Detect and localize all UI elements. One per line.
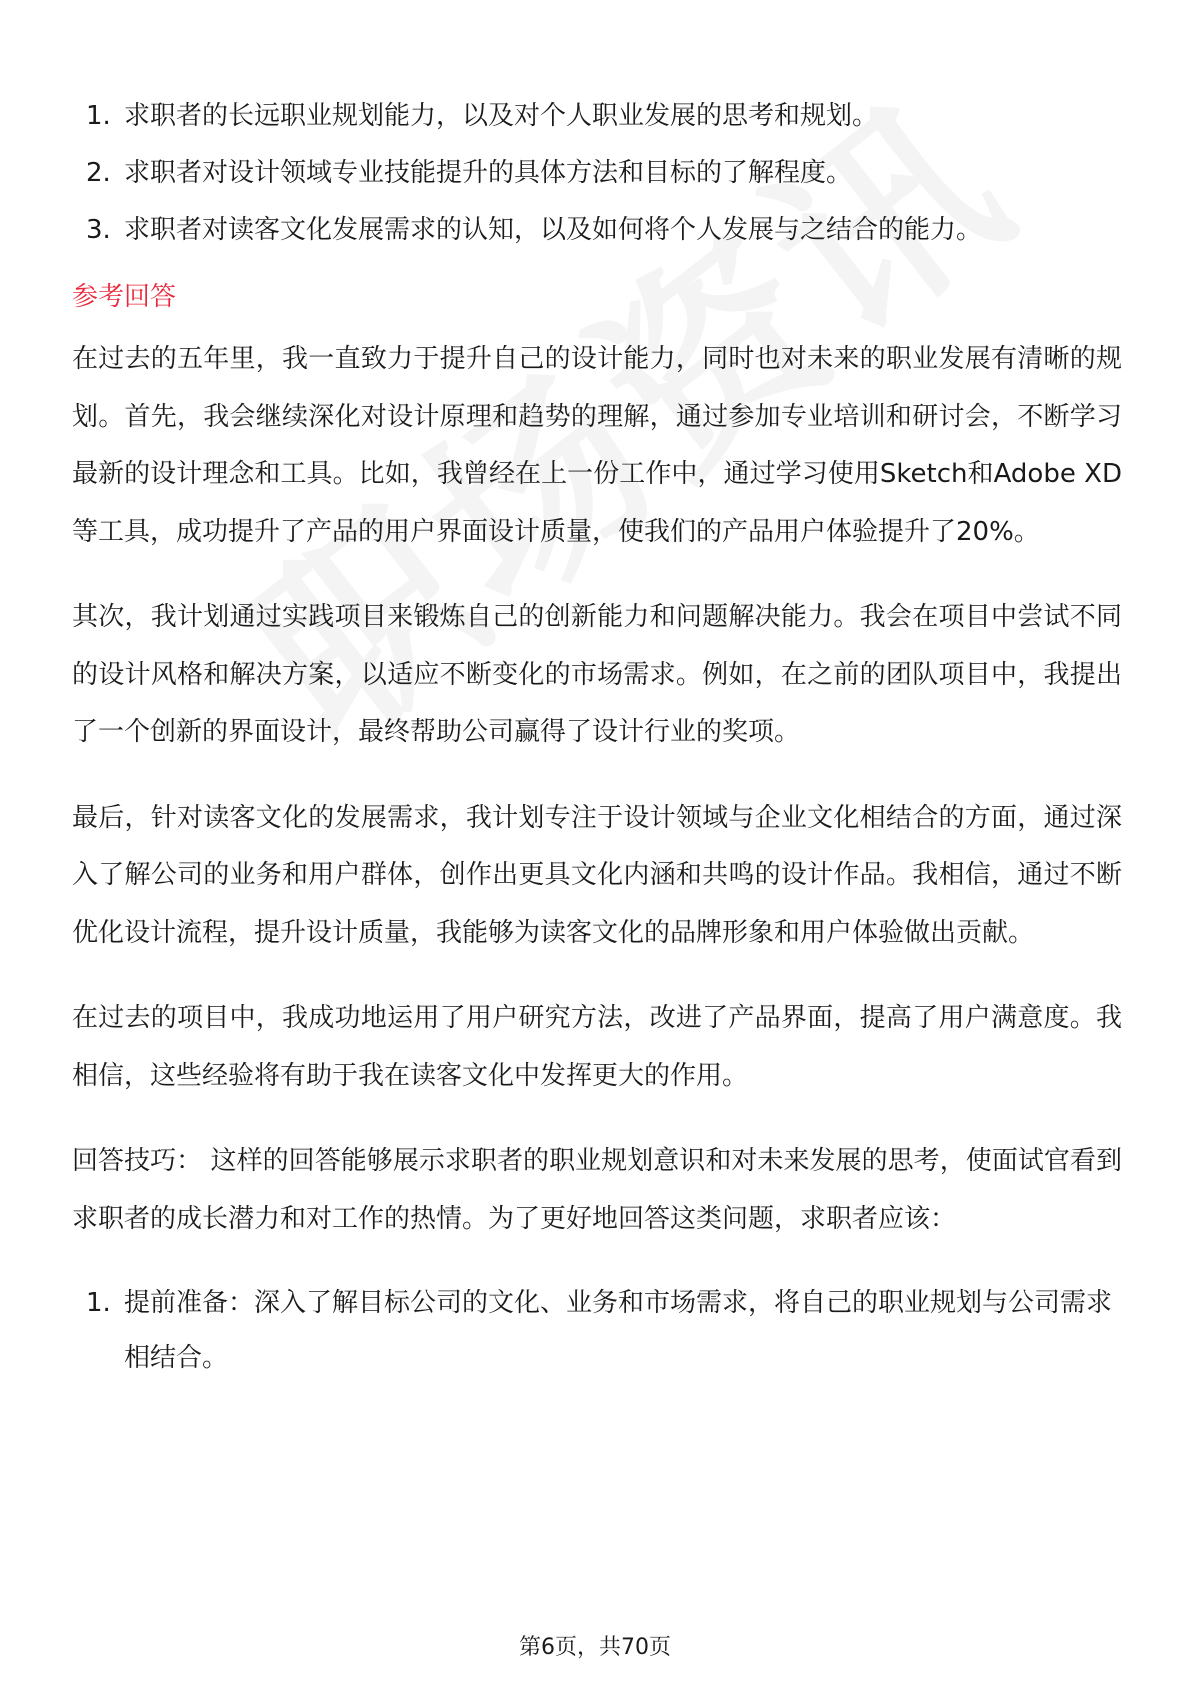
intro-list (72, 88, 1122, 259)
section-heading: 参考回答 (72, 282, 177, 312)
list-number: 2. (86, 158, 111, 188)
list-item (72, 145, 1122, 202)
tips-paragraph: 回答技巧： 这样的回答能够展示求职者的职业规划意识和对未来发展的思考，使面试官看到求职者的成长潜力和对工作的热情。为了更好地回答这类问题，求职者应该： (72, 1146, 1122, 1234)
list-item-text: 提前准备：深入了解目标公司的文化、业务和市场需求，将自己的职业规划与公司需求相结合。 (124, 1288, 1113, 1373)
list-number: 1. (86, 101, 111, 131)
answer-paragraph: 最后，针对读客文化的发展需求，我计划专注于设计领域与企业文化相结合的方面，通过深入了解公司的业务和用户群体，创作出更具文化内涵和共鸣的设计作品。我相信，通过不断优化设计流程，提升设计质量，我能够为读客文化的品牌形象和用户体验做出贡献。 (72, 802, 1122, 948)
page-content (72, 88, 1122, 1386)
answer-paragraph: 在过去的五年里，我一直致力于提升自己的设计能力，同时也对未来的职业发展有清晰的规划。首先，我会继续深化对设计原理和趋势的理解，通过参加专业培训和研讨会，不断学习最新的设计理念和工具。比如，我曾经在上一份工作中，通过学习使用Sketch和Adobe XD等工具，成功提升了产品的用户界面设计质量，使我们的产品用户体验提升了20%。 (72, 344, 1122, 547)
page-number: 第6页，共70页 (519, 1635, 671, 1660)
list-item (72, 1276, 1122, 1386)
list-item-text: 求职者对设计领域专业技能提升的具体方法和目标的了解程度。 (124, 158, 853, 188)
list-item (72, 88, 1122, 145)
tips-list (72, 1276, 1122, 1386)
answer-paragraph: 在过去的项目中，我成功地运用了用户研究方法，改进了产品界面，提高了用户满意度。我相信，这些经验将有助于我在读客文化中发挥更大的作用。 (72, 1003, 1122, 1091)
list-number: 1. (86, 1288, 111, 1318)
list-item-text: 求职者对读客文化发展需求的认知，以及如何将个人发展与之结合的能力。 (124, 215, 983, 245)
list-item (72, 202, 1122, 259)
answer-paragraph: 其次，我计划通过实践项目来锻炼自己的创新能力和问题解决能力。我会在项目中尝试不同的设计风格和解决方案，以适应不断变化的市场需求。例如，在之前的团队项目中，我提出了一个创新的界面设计，最终帮助公司赢得了设计行业的奖项。 (72, 602, 1122, 747)
list-item-text: 求职者的长远职业规划能力，以及对个人职业发展的思考和规划。 (124, 101, 879, 131)
list-number: 3. (86, 215, 111, 245)
